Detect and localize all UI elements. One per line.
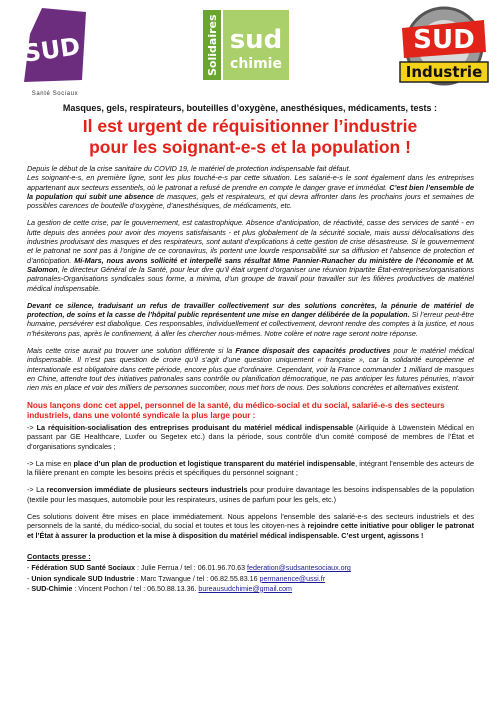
sud-sante-logo-text: SUD — [21, 32, 82, 68]
p2-text-bold: C’est bien l’ensemble de la population qui subit une absence — [27, 182, 474, 201]
contact-email-link[interactable]: bureausudchimie@gmail.com — [198, 584, 292, 593]
p5-text-bold: France disposait des capacités productives — [235, 346, 391, 356]
paragraph-1 — [27, 164, 474, 210]
logo-bar — [0, 0, 500, 100]
contact-email-link[interactable]: federation@sudsantesociaux.org — [247, 564, 351, 573]
demand-3 — [27, 485, 474, 504]
p4-text-b: Si l’erreur peut-être humaine, persévérer est diabolique. Ces responsables, individuellement et collectivement, devront rendre des comptes à la justice, et nous n’hésiterons pas, après le confinement, à aller les chercher nous-mêmes. Notre colère et notre rage seront notre réponse. — [27, 310, 474, 338]
sud-chimie-main-text: sud — [229, 25, 283, 55]
demand-2 — [27, 459, 474, 478]
demand-2-rest: , intégrant l’ensemble des acteurs de la filière prenant en compte les besoins précis et spécifiques du personnel soignant ; — [27, 458, 474, 478]
contact-bullet: - — [27, 584, 32, 593]
demand-3-prefix: -> La — [27, 485, 47, 495]
demand-1-rest: (Airliquide à Löwenstein Médical en passant par GE Healthcare, Luxfer ou Segetex etc.) dans la période, sous contrôle d’un comité composé de membres de l’État et d’organisations syndicales ; — [27, 422, 474, 451]
p3-text-a: La gestion de cette crise, par le gouvernement, est catastrophique. Absence d’anticipation, de réactivité, casse des services de santé - en lutte depuis des années pour avoir des moyens satisfaisants - et plus globalement de la sécurité sociale, mais aussi délocalisations des industries produisant des masques et des respirateurs, sont autant d’explications à cette gestion de crise désastreuse. Si le gouvernement et le patronat ne sont pas à l’origine de ce coronavirus, ils portent une lourde responsabilité sur sa diffusion et l’absence de protection et d’anticipation. — [27, 218, 474, 265]
sud-industrie-logo — [396, 6, 492, 90]
demand-1 — [27, 423, 474, 451]
page-headline: Masques, gels, respirateurs, bouteilles d’oxygène, anesthésiques, médicaments, tests : — [62, 103, 438, 113]
contact-org: Fédération SUD Santé Sociaux — [31, 564, 136, 573]
p5-text-a: Mais cette crise aurait pu trouver une solution différente si la — [27, 346, 236, 356]
contact-details: : Vincent Pochon / tel : 06.50.88.13.36. — [72, 584, 199, 593]
p2-text-c: de masques, gels et respirateurs, et qui devra affronter dans les prochains jours et semaines de possibles carences de bouteille d’oxygène, d’anesthésiques, de médicaments, etc. — [27, 191, 475, 211]
solidaires-text: Solidaires — [206, 14, 219, 76]
p1-text: Depuis le début de la crise sanitaire du COVID 19, le matériel de protection indispensable fait défaut. — [27, 164, 351, 173]
demand-2-prefix: -> La mise en — [27, 458, 74, 468]
page-title — [10, 116, 490, 158]
closing-paragraph — [27, 512, 474, 540]
contact-item — [27, 585, 474, 594]
sud-sante-caption: Santé Sociaux — [31, 91, 79, 97]
paragraph-5 — [27, 346, 474, 392]
sud-chimie-logo — [203, 8, 291, 84]
sud-sante-sociaux-logo — [20, 6, 90, 96]
p2-text-a: Les soignant-e-s, en première ligne, sont les plus touché-e-s par cette situation. Les salarié-e-s le sont également dans les entreprises appartenant aux secteurs essentiels, où le patronat a refusé de prendre en compte le danger grave et immédiat. — [27, 173, 474, 192]
p5-text-c: pour le matériel médical indispensable. Il n’est pas question de croire qu’il s’agit d’une question uniquement « française », car la solidarité européenne et internationale est obligatoire dans cette période, encore plus que d’ordinaire. Cependant, voir la France commander 1 milliard de masques en Chine, attendre tout des initiatives patronales sans contrôle ou planification démocratique, ne pas anticiper les futures pénuries, n’avoir rien mis en place et voir des milliers de personnes succomber, nous met hors de nous. Des solutions concrètes et alternatives existent. — [27, 346, 474, 393]
sud-industrie-main-text: SUD — [413, 25, 475, 55]
contact-item — [27, 575, 474, 584]
demand-2-bold: place d’un plan de production et logistique transparent du matériel indispensable — [73, 458, 356, 468]
p4-text-bold: Devant ce silence, traduisant un refus de travailler collectivement sur des solutions concrètes, la pénurie de matériel de protection, de soins et la casse de l’hôpital public représentent une mise en danger délibérée de la population. — [27, 300, 474, 320]
closing-text-a: Ces solutions doivent être mises en place immédiatement. Nous appelons l’ensemble des salarié-e-s des secteurs industriels et des personnels de la santé, du médico-social, du social et toutes et tous les citoyen-nes à — [27, 512, 474, 531]
contact-org: Union syndicale SUD Industrie — [31, 574, 135, 583]
contact-email-link[interactable]: permanence@ussi.fr — [259, 574, 326, 583]
paragraph-3 — [27, 218, 474, 292]
closing-text-bold: rejoindre cette initiative pour obliger le patronat et l’État à assurer la production et la mise à disposition du matériel médical indispensable. C’est urgent, agissons ! — [27, 521, 474, 540]
demand-1-prefix: -> — [27, 422, 37, 432]
sud-chimie-logo-shape — [203, 8, 291, 84]
contact-org: SUD-Chimie — [31, 584, 73, 593]
title-line-2: pour les soignant-e-s et la population ! — [89, 137, 411, 157]
contact-item — [27, 564, 474, 573]
demand-3-bold: reconversion immédiate de plusieurs secteurs industriels — [46, 485, 248, 495]
contact-bullet: - — [27, 564, 32, 573]
industrie-text: Industrie — [405, 63, 483, 81]
article-body — [27, 164, 474, 595]
contact-details: : Marc Tzwangue / tel : 06.82.55.83.16 — [134, 574, 260, 583]
demand-3-rest: pour produire davantage les besoins indispensables de la population (textile pour les masques, automobile pour les respirateurs, usines de parfum pour les gels, etc.) — [27, 485, 474, 504]
p3-text-c: , le directeur Général de la Santé, pour leur dire qu’il était urgent d’organiser une réunion tripartite État-entreprises/organisations patronales-Organisations syndicales sous forme, a minima, d’un groupe de travail pour travailler sur les filières productives de matériel médical indispensable. — [27, 264, 474, 293]
contact-details: : Julie Ferrua / tel : 06.01.96.70.63 — [135, 564, 248, 573]
contact-bullet: - — [27, 574, 32, 583]
title-line-1: Il est urgent de réquisitionner l’industrie — [82, 116, 418, 136]
p3-text-bold: Mi-Mars, nous avons sollicité et interpellé sans résultat Mme Pannier-Runacher du ministère de l’économie et M. Salomon — [27, 255, 475, 274]
demand-1-bold: La réquisition-socialisation des entreprises produisant du matériel médical indispensable — [36, 422, 354, 432]
sud-industrie-logo-shape — [396, 6, 492, 90]
contacts-title: Contacts presse : — [27, 551, 91, 561]
chimie-text: chimie — [230, 56, 282, 72]
paragraph-4 — [27, 301, 474, 338]
appeal-title: Nous lançons donc cet appel, personnel de la santé, du médico-social et du social, salarié-e-s des secteurs industriels, dans une volonté syndicale la plus large pour : — [27, 400, 445, 420]
sud-sante-logo-shape — [20, 6, 90, 86]
